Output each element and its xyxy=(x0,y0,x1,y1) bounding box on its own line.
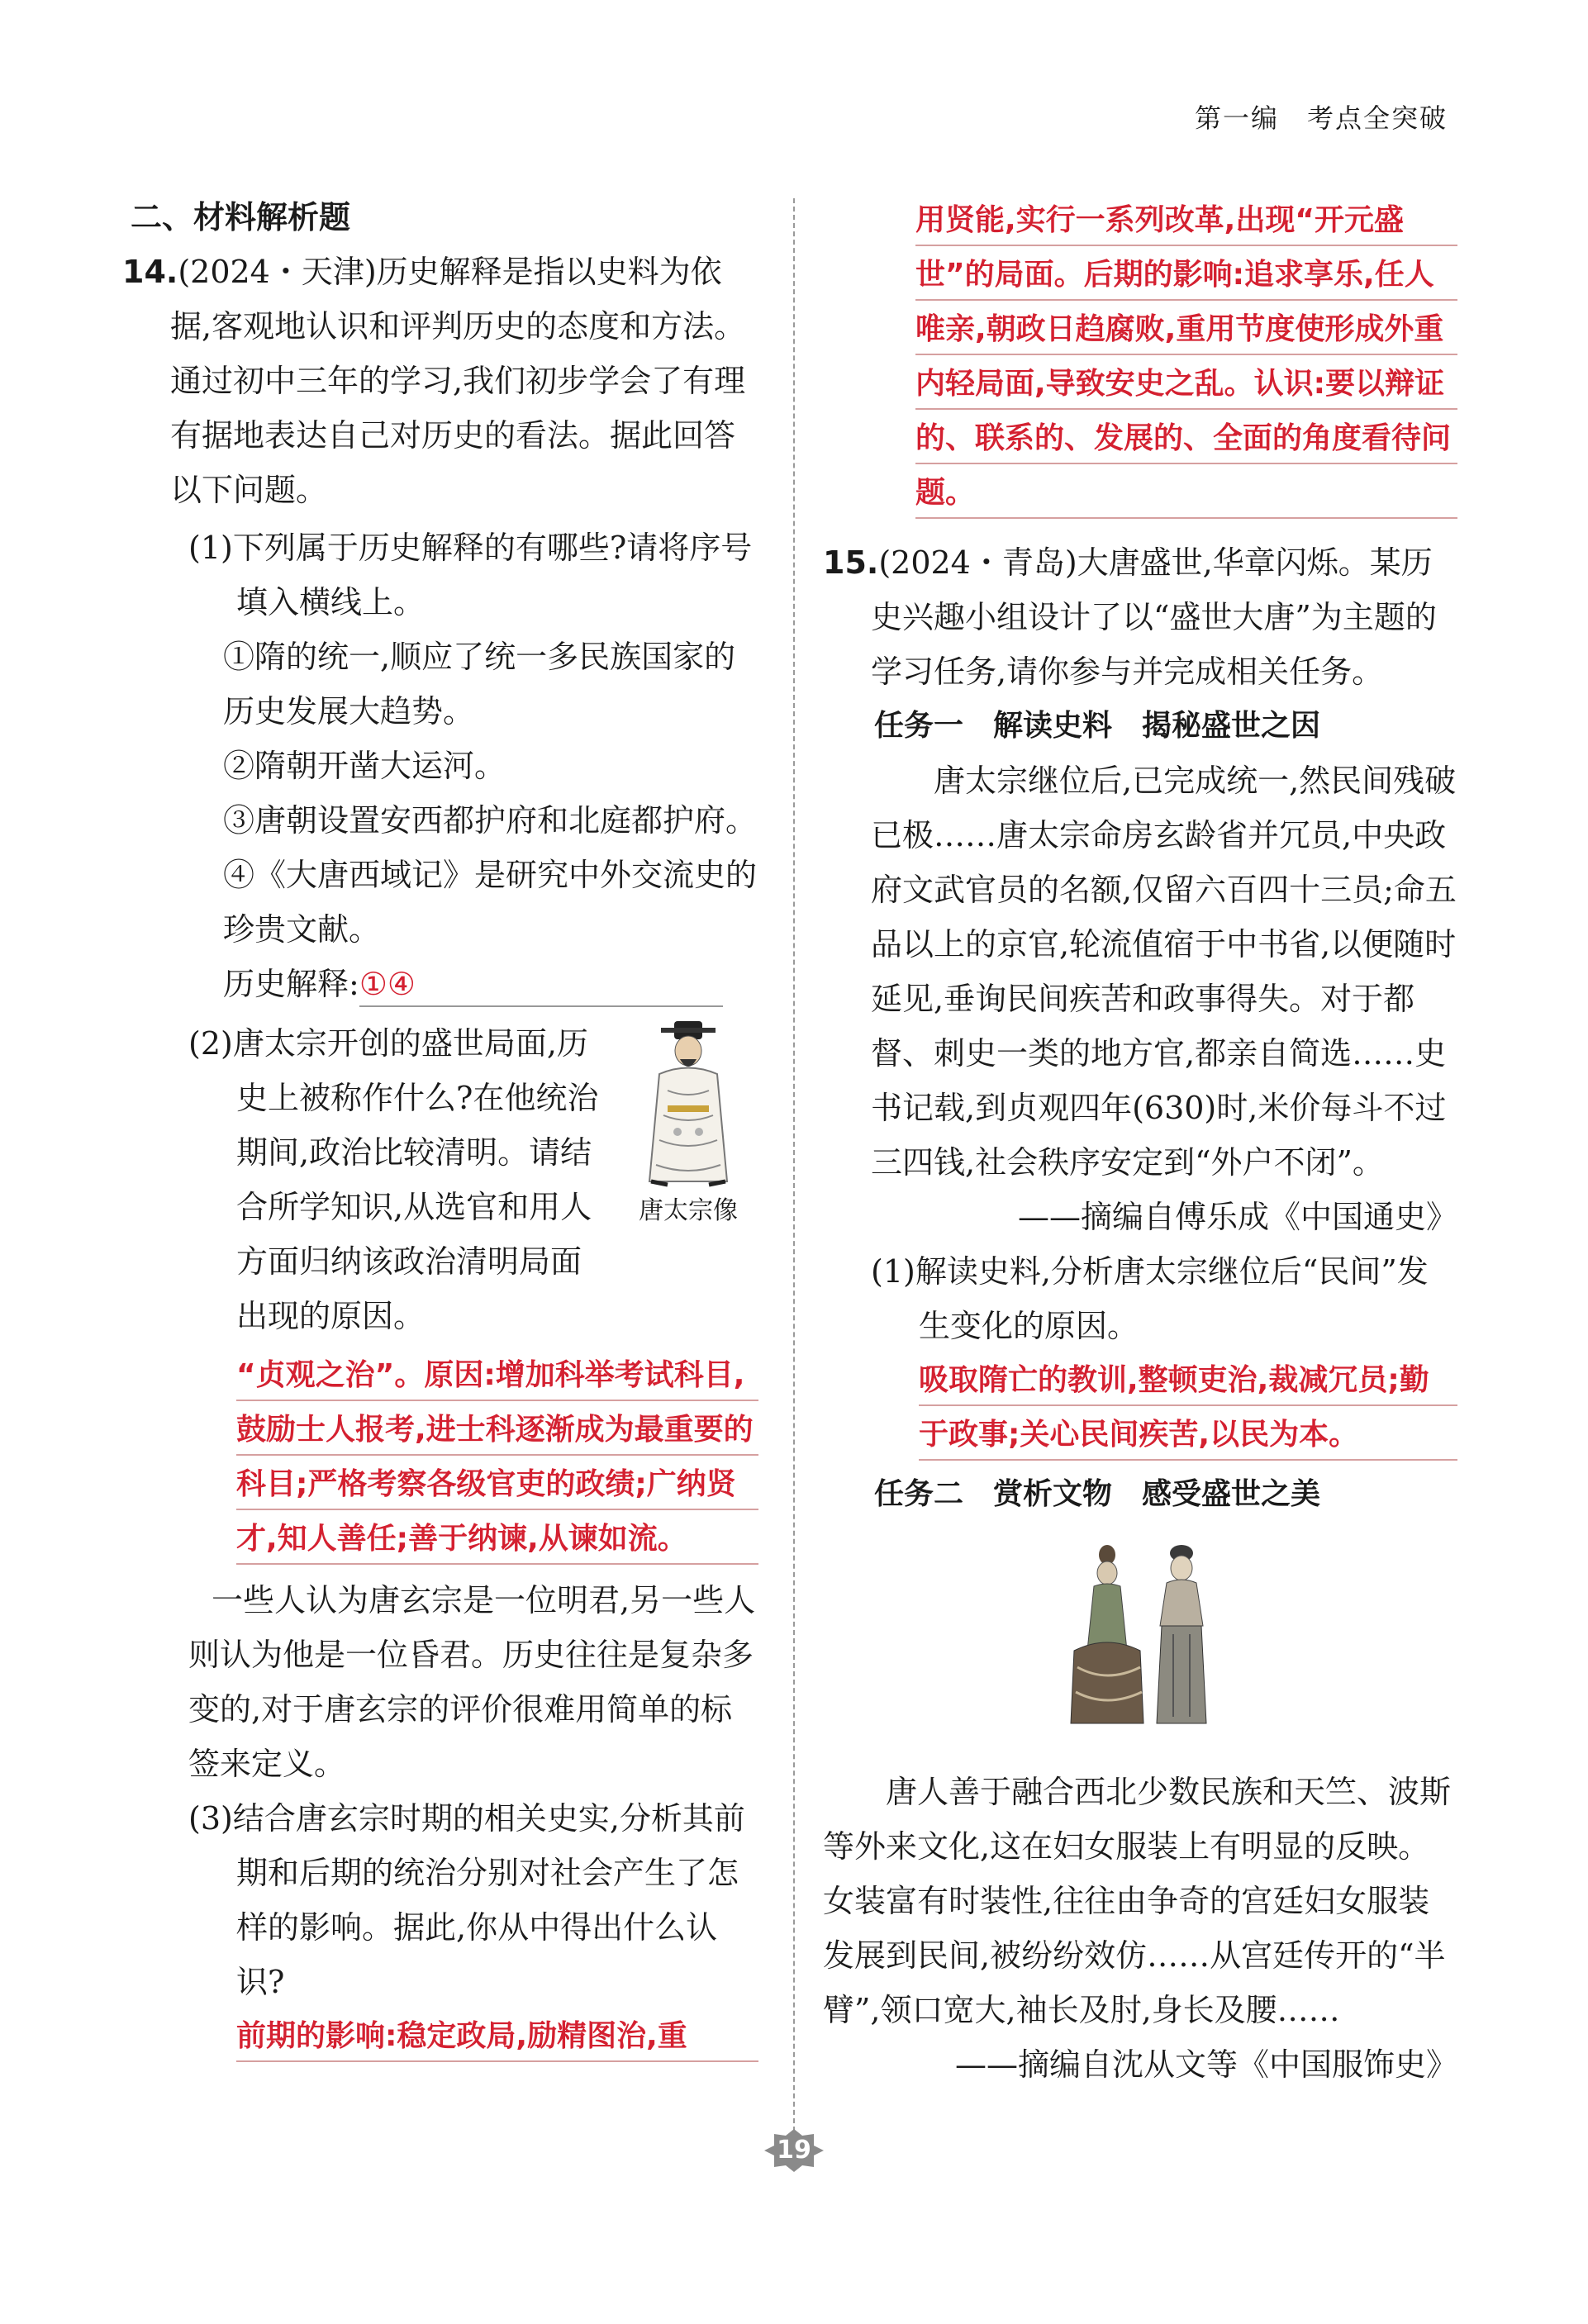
question-14-part3: (3)结合唐玄宗时期的相关史实,分析其前期和后期的统治分别对社会产生了怎样的影响。据此,你从中得出什么认识? xyxy=(188,1800,745,2000)
answer-1-blank[interactable]: ①④ xyxy=(359,962,723,1007)
column-divider xyxy=(793,198,795,2148)
question-15-text: (2024・青岛)大唐盛世,华章闪烁。某历史兴趣小组设计了以“盛世大唐”为主题的学习任务,请你参与并完成相关任务。 xyxy=(871,544,1437,690)
question-14-part2-block xyxy=(131,1016,758,1343)
portrait-caption: 唐太宗像 xyxy=(639,1196,738,1225)
page-number: 19 xyxy=(777,2136,811,2165)
answer-2: “贞观之治”。原因:增加科举考试科目,鼓励士人报考,进士科逐渐成为最重要的科目;严格考察各级官吏的政绩;广纳贤才,知人善任;善于纳谏,从谏如流。 xyxy=(236,1348,758,1566)
right-column xyxy=(823,190,1457,2092)
question-14-stem xyxy=(122,245,758,517)
task-2-title: 任务二 赏析文物 感受盛世之美 xyxy=(874,1477,1321,1511)
paragraph-xuanzong: 一些人认为唐玄宗是一位明君,另一些人则认为他是一位昏君。历史往往是复杂多变的,对于唐玄宗的评价很难用简单的标签来定义。 xyxy=(188,1582,756,1782)
material-1-source: ——摘编自傅乐成《中国通史》 xyxy=(1017,1199,1457,1235)
tang-taizong-portrait xyxy=(618,1016,758,1228)
section-title: 二、材料解析题 xyxy=(131,199,351,235)
question-14-part2: (2)唐太宗开创的盛世局面,历史上被称作什么?在他统治期间,政治比较清明。请结合所学知识,从选官和用人方面归纳该政治清明局面出现的原因。 xyxy=(188,1025,599,1334)
question-15-stem xyxy=(823,535,1457,699)
page-header: 第一编 考点全突破 xyxy=(1194,102,1448,134)
material-2-source: ——摘编自沈从文等《中国服饰史》 xyxy=(954,2046,1457,2083)
tang-figurines-image xyxy=(823,1535,1457,1750)
answer-15-1: 吸取隋亡的教训,整顿吏治,裁减冗员;勤于政事;关心民间疾苦,以民为本。 xyxy=(919,1353,1457,1462)
task-1-title: 任务一 解读史料 揭秘盛世之因 xyxy=(874,709,1321,743)
figurines-icon xyxy=(1058,1535,1223,1733)
question-15-part1: (1)解读史料,分析唐太宗继位后“民间”发生变化的原因。 xyxy=(871,1253,1429,1344)
option-4: ④《大唐西域记》是研究中外交流史的珍贵文献。 xyxy=(223,857,758,948)
question-14-part1: (1)下列属于历史解释的有哪些?请将序号填入横线上。 xyxy=(188,530,753,620)
question-15-number: 15. xyxy=(823,544,879,581)
answer-1-label: 历史解释: xyxy=(223,966,359,1002)
option-2: ②隋朝开凿大运河。 xyxy=(223,748,506,784)
emperor-figure-icon xyxy=(635,1016,742,1190)
question-14-number: 14. xyxy=(122,254,178,290)
option-1: ①隋的统一,顺应了统一多民族国家的历史发展大趋势。 xyxy=(223,639,736,730)
answer-3-part-a: 前期的影响:稳定政局,励精图治,重 xyxy=(236,2009,758,2064)
page-number-badge xyxy=(761,2127,827,2174)
material-1: 唐太宗继位后,已完成统一,然民间残破已极……唐太宗命房玄龄省并冗员,中央政府文武官员的名额,仅留六百四十三员;命五品以上的京官,轮流值宿于中书省,以便随时延见,垂询民间疾苦和政事得失。对于都督、刺史一类的地方官,都亲自简选……史书记载,到贞观四年(630)时,米价每斗不过三四钱,社会秩序安定到“外户不闭”。 xyxy=(871,763,1457,1181)
question-14-text: (2024・天津)历史解释是指以史料为依据,客观地认识和评判历史的态度和方法。通过初中三年的学习,我们初步学会了有理有据地表达自己对历史的看法。据此回答以下问题。 xyxy=(170,254,746,508)
option-3: ③唐朝设置安西都护府和北庭都护府。 xyxy=(223,802,758,839)
answer-1-line xyxy=(131,957,758,1011)
left-column xyxy=(122,190,758,2064)
answer-3-part-b: 用贤能,实行一系列改革,出现“开元盛世”的局面。后期的影响:追求享乐,任人唯亲,朝政日趋腐败,重用节度使形成外重内轻局面,导致安史之乱。认识:要以辩证的、联系的、发展的、全面的角度看待问题。 xyxy=(915,193,1457,520)
material-2: 唐人善于融合西北少数民族和天竺、波斯等外来文化,这在妇女服装上有明显的反映。女装富有时装性,往往由争奇的宫廷妇女服装发展到民间,被纷纷效仿……从宫廷传开的“半臂”,领口宽大,袖长及肘,身长及腰…… xyxy=(823,1774,1452,2028)
